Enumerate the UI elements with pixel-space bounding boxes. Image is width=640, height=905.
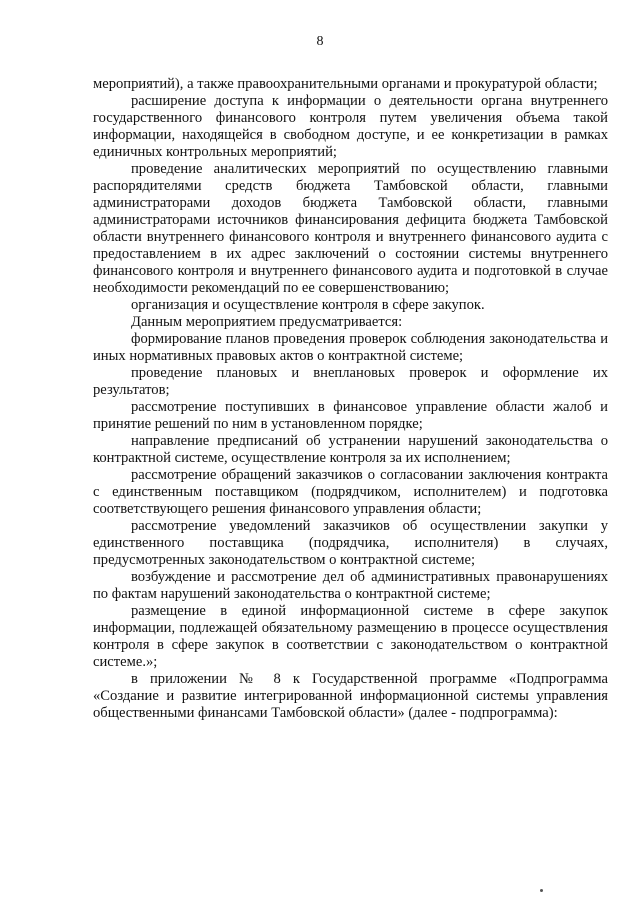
paragraph: рассмотрение обращений заказчиков о согласовании заключения контракта с единственным поставщиком (подрядчиком, исполнителем) и подготовка соответствующего решения финансового управления области; [93, 467, 608, 517]
paragraph: проведение аналитических мероприятий по осуществлению главными распорядителями средств бюджета Тамбовской области, главными администраторами доходов бюджета Тамбовской области, главными администраторами источников финансирования дефицита бюджета Тамбовской области внутреннего финансового контроля и внутреннего финансового аудита с предоставлением в их адрес заключений о состоянии системы внутреннего финансового контроля и внутреннего финансового аудита и подготовкой в случае необходимости рекомендаций по ее совершенствованию; [93, 161, 608, 296]
paragraph: расширение доступа к информации о деятельности органа внутреннего государственного финансового контроля путем увеличения объема такой информации, находящейся в свободном доступе, и ее конкретизации в рамках единичных контрольных мероприятий; [93, 93, 608, 160]
paragraph: Данным мероприятием предусматривается: [131, 314, 403, 330]
paragraph: организация и осуществление контроля в сфере закупок. [131, 297, 485, 313]
paragraph: размещение в единой информационной системе в сфере закупок информации, подлежащей обязательному размещению в процессе осуществления контроля в сфере закупок в соответствии с законодательством о контрактной системе.»; [93, 603, 608, 670]
paragraph: формирование планов проведения проверок соблюдения законодательства и иных нормативных правовых актов о контрактной системе; [93, 331, 608, 364]
paragraph: возбуждение и рассмотрение дел об административных правонарушениях по фактам нарушений законодательства о контрактной системе; [93, 569, 608, 602]
paragraph: проведение плановых и внеплановых проверок и оформление их результатов; [93, 365, 608, 398]
paragraph: мероприятий), а также правоохранительными органами и прокуратурой области; [93, 76, 598, 92]
paragraph: направление предписаний об устранении нарушений законодательства о контрактной системе, осуществление контроля за их исполнением; [93, 433, 608, 466]
scan-dot-mark [540, 889, 543, 892]
paragraph: рассмотрение уведомлений заказчиков об осуществлении закупки у единственного поставщика (подрядчика, исполнителя) в случаях, предусмотренных законодательством о контрактной системе; [93, 518, 608, 568]
document-body [93, 76, 608, 722]
page-number: 8 [316, 34, 324, 49]
paragraph: в приложении № 8 к Государственной программе «Подпрограмма «Создание и развитие интегрированной информационной системы управления общественными финансами Тамбовской области» (далее - подпрограмма): [93, 671, 608, 721]
paragraph: рассмотрение поступивших в финансовое управление области жалоб и принятие решений по ним в установленном порядке; [93, 399, 608, 432]
